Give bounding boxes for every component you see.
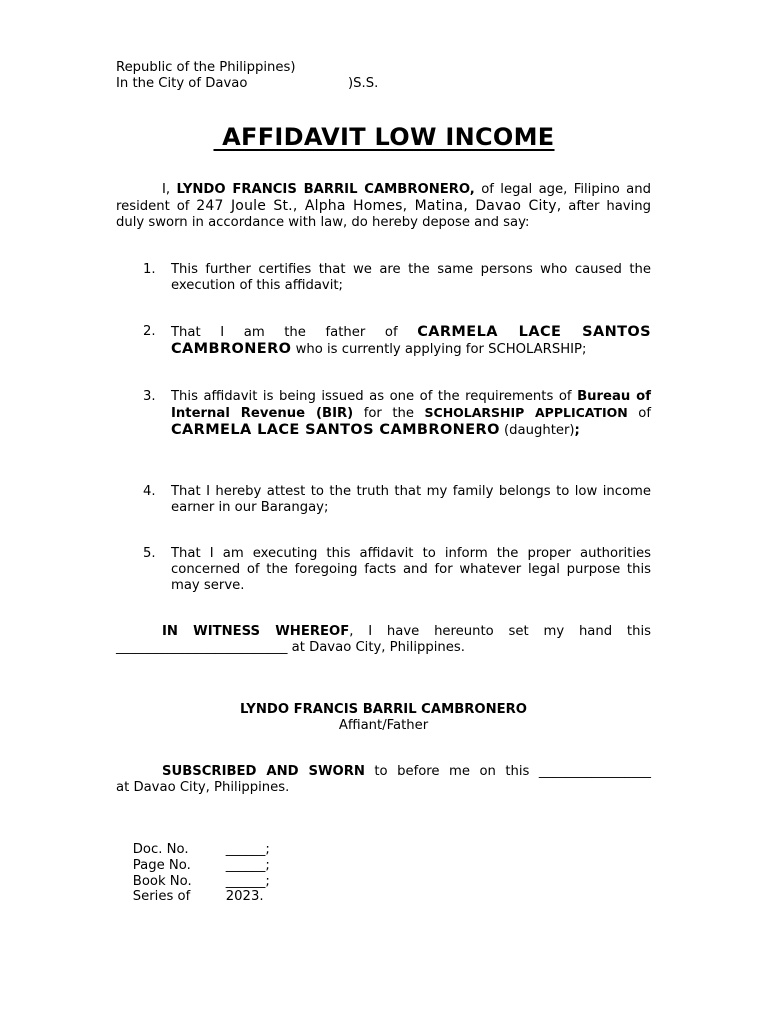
list-item-1 xyxy=(116,262,651,294)
affiant-address: 247 Joule St., Alpha Homes, Matina, Davao City, xyxy=(196,198,562,214)
list-item-number: 3. xyxy=(143,389,156,404)
affiant-name: LYNDO FRANCIS BARRIL CAMBRONERO, xyxy=(176,182,475,197)
list-item-3 xyxy=(116,389,651,439)
list-item-5 xyxy=(116,546,651,594)
witness-text-b: at Davao City, Philippines. xyxy=(287,640,465,655)
registry-series xyxy=(116,873,416,921)
jurat-lead: SUBSCRIBED AND SWORN xyxy=(162,764,365,779)
registry-value: ______; xyxy=(225,858,270,873)
registry-label: Doc. No. xyxy=(132,842,189,857)
document-title xyxy=(116,122,652,152)
signatory-role: Affiant/Father xyxy=(338,718,429,733)
intro-paragraph xyxy=(116,182,651,231)
list-item-text: This further certifies that we are the same persons who caused the execution of this affidavit; xyxy=(171,262,651,293)
registry-value: 2023. xyxy=(225,889,264,904)
registry-value: ______; xyxy=(225,874,270,889)
jurat-paragraph xyxy=(116,764,651,796)
list-item-text xyxy=(171,389,651,439)
jurat-line-2: at Davao City, Philippines. xyxy=(116,780,290,795)
list-item-number: 1. xyxy=(143,262,156,277)
agency-name: Bureau of Internal Revenue (BIR) xyxy=(171,389,651,421)
list-item-text: That I am executing this affidavit to inform the proper authorities concerned of the foregoing facts and for whatever legal purpose this may serve. xyxy=(171,546,651,593)
child-name: CARMELA LACE SANTOS CAMBRONERO xyxy=(171,324,651,357)
registry-value: ______; xyxy=(225,842,270,857)
jurat-date-blank: _________________ xyxy=(538,764,652,779)
list-item-text: That I hereby attest to the truth that my family belongs to low income earner in our Barangay; xyxy=(171,484,651,515)
intro-prefix: I, xyxy=(162,182,177,197)
venue-line-1: Republic of the Philippines) xyxy=(116,60,296,75)
item-3-text-d: (daughter) xyxy=(499,423,575,438)
child-name: CARMELA LACE SANTOS CAMBRONERO xyxy=(171,422,500,438)
document-title-text: AFFIDAVIT LOW INCOME xyxy=(213,123,555,151)
intro-text-a: of legal age, Filipino and resident of xyxy=(116,182,651,214)
registry-label: Series of xyxy=(132,889,191,904)
purpose: SCHOLARSHIP APPLICATION xyxy=(424,405,628,420)
item-2-text-b: who is currently applying for SCHOLARSHIP; xyxy=(291,342,587,357)
item-3-text-c: of xyxy=(627,406,651,421)
registry-label: Book No. xyxy=(132,874,192,889)
item-2-text-a: That I am the father of xyxy=(171,325,418,340)
item-3-text-b: for the xyxy=(353,406,425,421)
venue-block xyxy=(116,60,416,92)
witness-text-a: , I have hereunto set my hand this xyxy=(349,624,651,639)
venue-city: In the City of Davao xyxy=(116,76,248,91)
item-3-text-a: This affidavit is being issued as one of the requirements of xyxy=(171,389,578,404)
list-item-4 xyxy=(116,484,651,516)
intro-text-b: after having duly sworn in accordance with law, do hereby depose and say: xyxy=(116,199,652,230)
list-item-number: 5. xyxy=(143,546,156,561)
venue-line-2 xyxy=(116,76,416,92)
list-item-number: 2. xyxy=(143,324,156,339)
signatory-name: LYNDO FRANCIS BARRIL CAMBRONERO xyxy=(239,702,528,717)
registry-label: Page No. xyxy=(132,858,191,873)
item-3-end: ; xyxy=(574,423,580,438)
date-blank: __________________________ xyxy=(116,640,288,655)
witness-line-1 xyxy=(116,624,651,640)
witness-lead: IN WITNESS WHEREOF xyxy=(162,624,350,639)
list-item-number: 4. xyxy=(143,484,156,499)
venue-ss: )S.S. xyxy=(348,76,379,91)
witness-paragraph xyxy=(116,624,651,656)
jurat-text-a: to before me on this xyxy=(364,764,539,779)
jurat-line-1 xyxy=(116,764,651,780)
witness-line-2 xyxy=(116,640,651,656)
list-item-2 xyxy=(116,324,651,358)
list-item-text xyxy=(171,324,651,358)
